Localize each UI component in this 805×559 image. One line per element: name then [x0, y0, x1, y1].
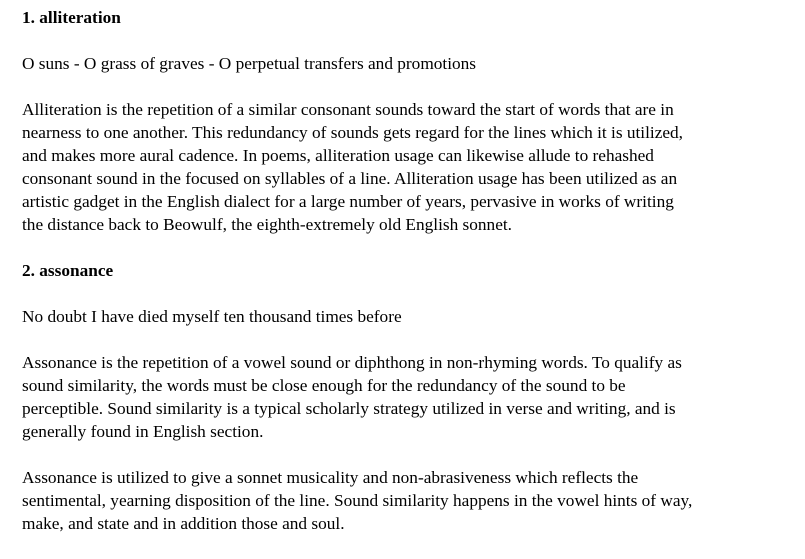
example-line-assonance: No doubt I have died myself ten thousand times before — [22, 307, 402, 326]
paragraph-line: the distance back to Beowulf, the eighth-extremely old English sonnet. — [22, 215, 512, 234]
paragraph-assonance-usage — [22, 466, 802, 535]
paragraph-line: Assonance is the repetition of a vowel sound or diphthong in non-rhyming words. To qualify as — [22, 353, 682, 372]
document-body — [22, 6, 802, 535]
paragraph-line: nearness to one another. This redundancy of sounds gets regard for the lines which it is utilized, — [22, 123, 684, 142]
paragraph-line: and makes more aural cadence. In poems, alliteration usage can likewise allude to rehashed — [22, 146, 654, 165]
example-line-alliteration: O suns - O grass of graves - O perpetual transfers and promotions — [22, 54, 477, 73]
paragraph-line: sound similarity, the words must be close enough for the redundancy of the sound to be — [22, 376, 626, 395]
paragraph-line: artistic gadget in the English dialect for a large number of years, pervasive in works of writing — [22, 192, 674, 211]
paragraph-line: perceptible. Sound similarity is a typical scholarly strategy utilized in verse and writing, and is — [22, 399, 676, 418]
paragraph-line: sentimental, yearning disposition of the line. Sound similarity happens in the vowel hints of way, — [22, 491, 693, 510]
paragraph-alliteration-definition — [22, 98, 802, 236]
paragraph-line: Assonance is utilized to give a sonnet musicality and non-abrasiveness which reflects the — [22, 468, 639, 487]
paragraph-line: consonant sound in the focused on syllables of a line. Alliteration usage has been utilized as an — [22, 169, 678, 188]
paragraph-line: make, and state and in addition those and soul. — [22, 514, 345, 533]
section-heading-assonance: 2. assonance — [22, 261, 114, 280]
paragraph-line: Alliteration is the repetition of a similar consonant sounds toward the start of words that are in — [22, 100, 674, 119]
paragraph-line: generally found in English section. — [22, 422, 264, 441]
paragraph-assonance-definition — [22, 351, 802, 443]
section-heading-alliteration: 1. alliteration — [22, 8, 121, 27]
